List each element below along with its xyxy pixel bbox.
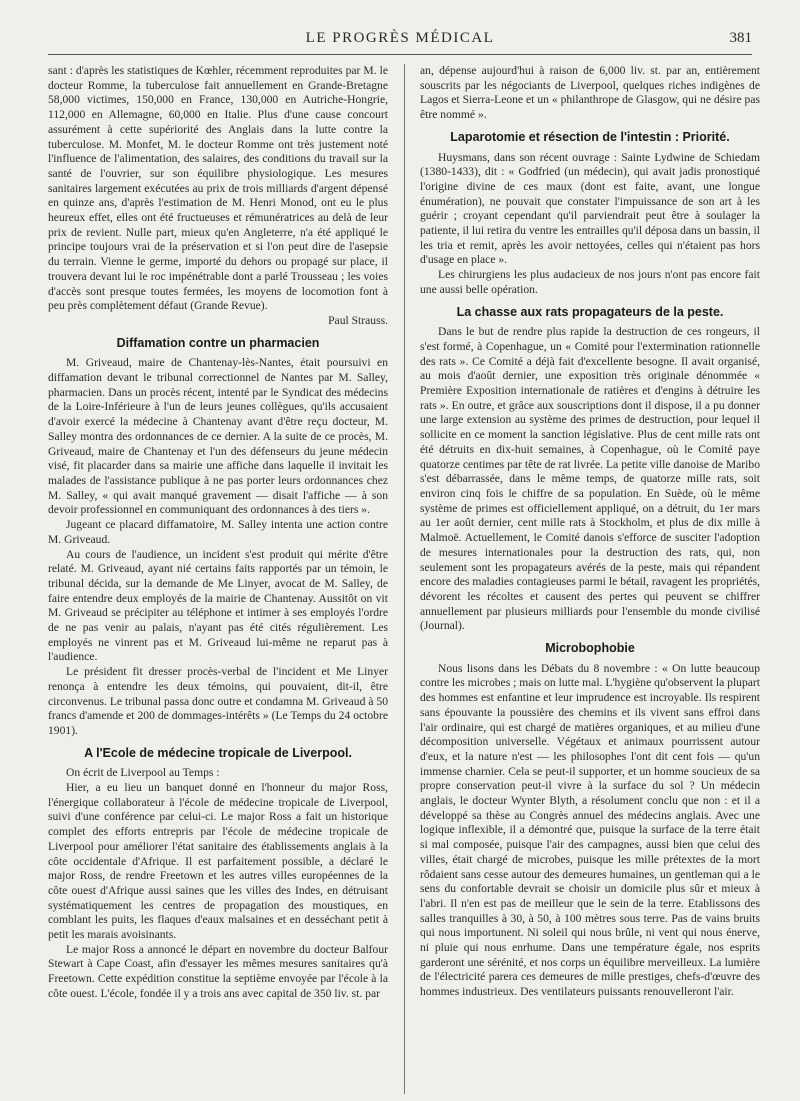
text-columns <box>48 64 760 1094</box>
journal-title: LE PROGRÈS MÉDICAL <box>305 30 495 46</box>
continued-paragraph: an, dépense aujourd'hui à raison de 6,000 liv. st. par an, entièrement souscrits par les négociants de Liverpool, quelques riches indigènes de Lagos et Sierra-Leone et un « philanthrope de Glasgow, qui ne désire pas être nommé ». <box>420 64 760 122</box>
article-title-liverpool: A l'Ecole de médecine tropicale de Liverpool. <box>84 745 352 760</box>
article-paragraph: Nous lisons dans les Débats du 8 novembre : « On lutte beaucoup contre les microbes ; mais on lutte mal. L'hygiène qu'observent la plupart des hommes est enfantine et leur imprudence est incroyable. Ils respirent sans épouvante la poussière des chemins et ils vivent sans effroi dans l'air ordinaire, qui est chargé de matières organiques, et au milieu d'une décomposition universelle. Végétaux et animaux pourrissent autour d'eux, et la nature n'est — les philosophes l'ont dit cent fois — qu'un immense charnier. Cela se peut-il supporter, et un homme soucieux de sa propre conservation peut-il vivre à la surface du sol ? Un médecin anglais, le docteur Wynter Blyth, a résolument conclu que non : et il a développé sa thèse au Congrès annuel des médecins anglais. Avec une logique inflexible, il a démontré que, puisque la surface de la terre était si mal composée, puisque l'air des campagnes, aussi bien que celui des villes, était chargé de microbes, puisque les mille prétextes de la mort rôdaient sans cesse autour des demeures humaines, un gentleman qui a le sens du confortable devrait se choisir un domicile plus sûr et mieux à l'abri. Il n'en est pas de meilleur que le sein de la terre. Etablissons des salles tranquilles à 30, à 50, à 100 mètres sous terre. Pas de vains bruits qui nous importunent. Ni soleil qui nous brûle, ni vent qui nous énerve, ni pluie qui nous enrhume. Dans une température égale, nos esprits garderont une sérénité, et nos corps un équilibre merveilleux. La lumière de l'électricité parera ces demeures de mille prestiges, chefs-d'œuvre des hommes industrieux. Des ventilateurs puissants renouvelleront l'air. <box>420 661 760 999</box>
article-paragraph: Huysmans, dans son récent ouvrage : Sainte Lydwine de Schiedam (1380-1433), dit : « Godfried (un médecin), qui avait jadis pronostiqué l'origine divine de ces maux (dont est faite, avant, une longue énumération), ne pouvait que constater l'impuissance de son art à les guérir ; croyant cependant qu'il parviendrait peut être à soulager la patiente, il lui retira du ventre les entrailles qu'il déposa dans un bassin, il les tria et remit, après les avoir nettoyées, celles qui n'étaient pas hors d'usage en place ». <box>420 150 760 267</box>
article-paragraph: Au cours de l'audience, un incident s'est produit qui mérite d'être relaté. M. Griveaud, ayant nié certains faits rapportés par un témoin, le tribunal décida, sur la demande de Me Linyer, avocat de M. Salley, de faire entendre deux employés de la mairie de Chantenay. Aussitôt on vit M. Griveaud se précipiter au téléphone et intimer à ses employés l'ordre de ne pas venir au palais, n'ayant pas été cités régulièrement. Les employés ne vinrent pas et M. Griveaud lui-même ne reparut pas à l'audience. <box>48 547 388 664</box>
article-title-laparotomie: Laparotomie et résection de l'intestin : Priorité. <box>450 129 730 144</box>
page-number: 381 <box>729 30 752 46</box>
article-title-rats: La chasse aux rats propagateurs de la peste. <box>456 304 724 319</box>
continued-paragraph: sant : d'après les statistiques de Kœhler, récemment reproduites par M. le docteur Romme, la tuberculose fait annuellement en Grande-Bretagne 58,000 victimes, 150,000 en France, 130,000 en Autriche-Hongrie, 112,000 en Allemagne, 60,000 en Italie. Plus d'une cause concourt assurément à cette supériorité des Anglais dans la lutte contre la tuberculose. M. Monfet, M. le docteur Romme ont très justement noté l'influence de l'alimentation, des salaires, des conditions du travail sur la santé de l'ouvrier, sur son équilibre physiologique. Les mesures sanitaires largement exécutées au prix de trois milliards d'argent dépensé en quinze ans, d'après l'estimation de M. Henri Monod, ont eu le plus heureux effet, elles ont été fructueuses et rémunératrices au delà de leur prix de revient. Nulle part, mieux qu'en Angleterre, n'a été appliqué le principe toujours vrai de la préservation et si l'on peut dire de l'asepsie du terrain. Vienne le germe, importé du dehors ou propagé sur place, il trouvera devant lui le roc impénétrable dont a parlé Trousseau ; les voies d'accès sont presque toutes fermées, les moyens de locomotion font à peu près complètement défaut (Grande Revue). <box>48 64 388 313</box>
left-column <box>48 64 388 1094</box>
right-column <box>420 64 760 1094</box>
column-divider <box>404 64 405 1094</box>
article-paragraph: M. Griveaud, maire de Chantenay-lès-Nantes, était poursuivi en diffamation devant le tribunal correctionnel de Nantes par M. Salley, pharmacien. Dans un procès récent, intenté par le Syndicat des médecins de la Loire-Inférieure à l'un de leurs jeunes collègues, qu'ils accusaient d'avoir exercé la médecine à Chantenay avant d'être reçu docteur, M. Salley montra des ordonnances de ce dernier. A la suite de ce procès, M. Griveaud, maire de Chantenay et l'un des défenseurs du jeune médecin visé, fit placarder dans sa mairie une affiche dans laquelle il invitait les malades de l'assistance publique à ne pas porter leurs ordonnances chez M. Salley, « qui avait manqué gravement — disait l'affiche — à son devoir professionnel en communiquant des ordonnances à des tiers ». <box>48 356 388 517</box>
article-title-diffamation: Diffamation contre un pharmacien <box>116 335 320 350</box>
article-paragraph: Hier, a eu lieu un banquet donné en l'honneur du major Ross, l'énergique collaborateur à l'école de médecine tropicale de Liverpool, suivi d'une conférence par celui-ci. Le major Ross a fait un historique complet des efforts entrepris par l'école de médecine tropicale de Liverpool pour améliorer l'état sanitaire des établissements anglais à la côte occidentale d'Afrique. Il est parfaitement possible, a déclaré le major Ross, de rendre Freetown et les autres villes européennes de la côte ouest d'Afrique aussi saines que les villes des Indes, en détruisant systématiquement les centres de propagation des moustiques, en comblant les puits, les flaques d'eaux malsaines et en desséchant petit à petit les marais avoisinants. <box>48 781 388 942</box>
article-paragraph: Dans le but de rendre plus rapide la destruction de ces rongeurs, il s'est formé, à Copenhague, un « Comité pour l'extermination rationnelle des rats ». Ce Comité a déjà fait d'excellente besogne. Il avait organisé, au mois d'août dernier, une exposition très originale dénommée « Première Exposition internationale de ratières et d'engins à détruire les rats ». En outre, et grâce aux souscriptions dont il dispose, il a pu donner une large extension au système des primes de destruction, pour lequel il sollicite en ce moment la sanction législative. Plus de cent mille rats ont été détruits en dix-huit semaines, à Copenhague, où le Comité paye quatorze centimes par tête de rat livrée. La petite ville danoise de Maribo s'est débarrassée, dans le même temps, de quatorze mille rats, soit environ cinq fois le chiffre de sa population. En Suède, où le même système de primes est officiellement appliqué, on a détruit, du 1er mars au 1er août dernier, cent mille rats à Stockholm, et plus de dix mille à Malmoë. Actuellement, le Comité danois s'efforce de susciter l'adoption de mesures internationales pour la destruction des rats, qui, non seulement sont les propagateurs avérés de la peste, mais qui répandent encore des maladies contagieuses parmi le bétail, ravagent les propriétés, dévorent les récoltes et causent des pertes qui peuvent se chiffrer annuellement par plusieurs milliards pour l'ensemble du monde civilisé (Journal). <box>420 325 760 633</box>
running-head <box>48 30 752 55</box>
author-signature: Paul Strauss. <box>328 313 388 327</box>
article-paragraph: Le président fit dresser procès-verbal de l'incident et Me Linyer renonça à entendre les deux témoins, qui pouvaient, dit-il, être circonvenus. Le tribunal passa donc outre et condamna M. Griveaud à 50 francs d'amende et 200 de dommages-intérêts » (Le Temps du 24 octobre 1901). <box>48 665 388 737</box>
article-title-microbophobie: Microbophobie <box>545 641 635 656</box>
article-paragraph: Jugeant ce placard diffamatoire, M. Salley intenta une action contre M. Griveaud. <box>48 518 388 546</box>
article-paragraph: On écrit de Liverpool au Temps : <box>66 766 220 780</box>
article-paragraph: Les chirurgiens les plus audacieux de nos jours n'ont pas encore fait une aussi belle opération. <box>420 268 760 296</box>
article-paragraph: Le major Ross a annoncé le départ en novembre du docteur Balfour Stewart à Cape Coast, afin d'essayer les mêmes mesures sanitaires qu'à Freetown. Cette expédition constitue la septième envoyée par l'école à la côte ouest. L'école, fondée il y a trois ans avec capital de 350 liv. st. par <box>48 942 388 1000</box>
